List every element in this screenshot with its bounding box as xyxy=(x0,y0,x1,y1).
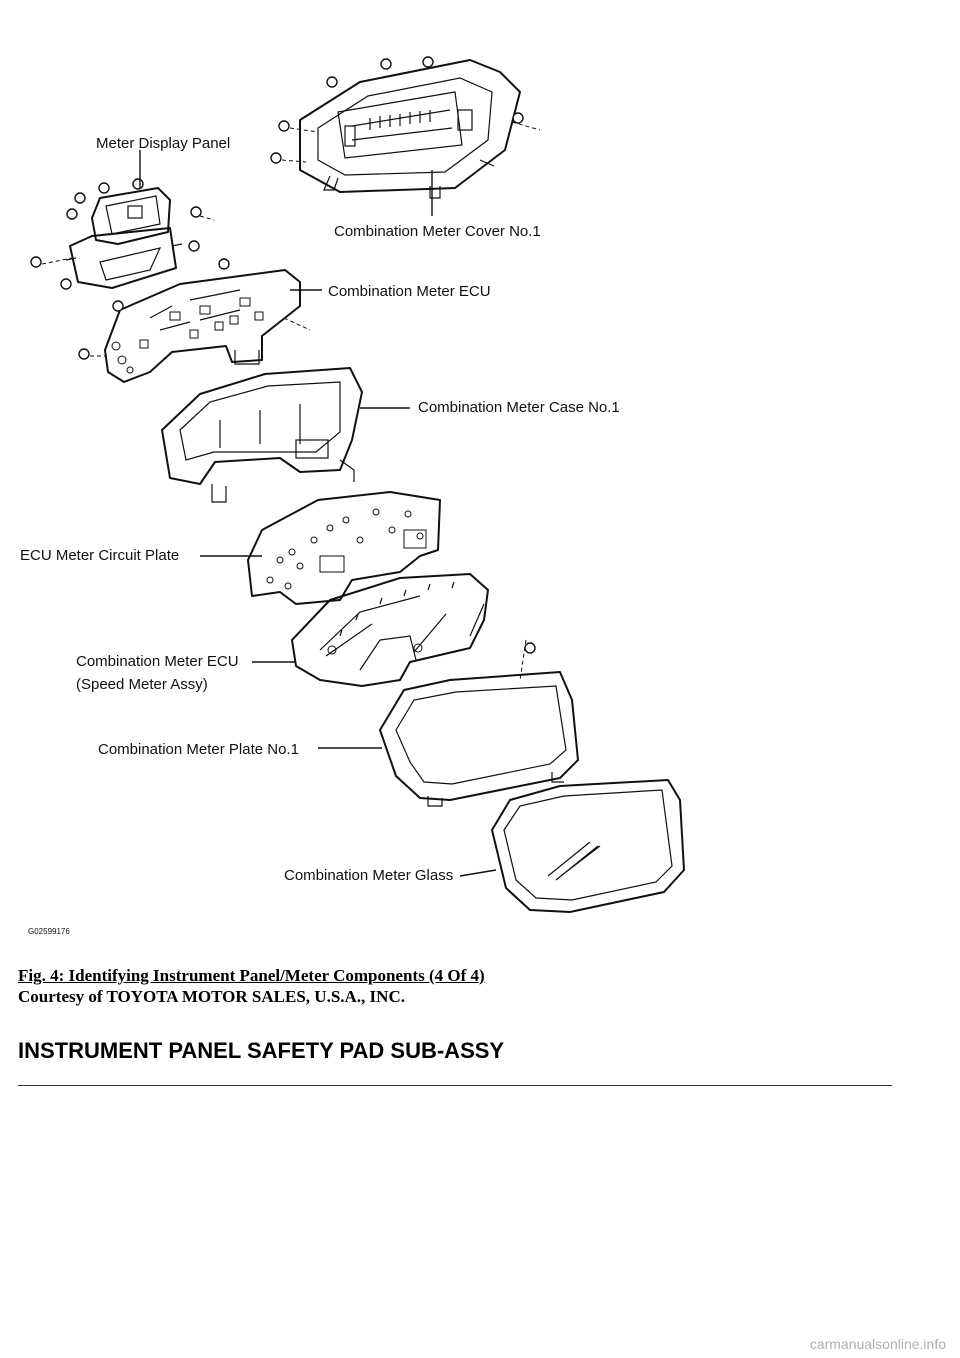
label-meter-display-panel: Meter Display Panel xyxy=(96,135,231,152)
figure-image-code: G02599176 xyxy=(28,927,70,936)
meter-case-drawing xyxy=(162,368,362,502)
meter-display-panel-drawing xyxy=(66,188,182,288)
section-heading: INSTRUMENT PANEL SAFETY PAD SUB-ASSY xyxy=(18,1038,505,1063)
label-meter-ecu: Combination Meter ECU xyxy=(328,283,491,300)
label-speed-meter-ecu: Combination Meter ECU xyxy=(76,653,239,670)
label-speed-meter-assy: (Speed Meter Assy) xyxy=(76,676,208,693)
label-meter-cover: Combination Meter Cover No.1 xyxy=(334,223,541,240)
meter-glass-drawing xyxy=(492,780,684,912)
leader-lines xyxy=(140,150,496,876)
circuit-plate-drawing xyxy=(248,492,440,604)
label-circuit-plate: ECU Meter Circuit Plate xyxy=(20,547,180,564)
courtesy-line: Courtesy of TOYOTA MOTOR SALES, U.S.A., INC. xyxy=(18,987,405,1006)
meter-ecu-board-drawing xyxy=(105,270,300,382)
label-meter-plate: Combination Meter Plate No.1 xyxy=(98,741,299,758)
speed-meter-drawing xyxy=(292,574,488,686)
horizontal-rule xyxy=(18,1085,892,1086)
watermark: carmanualsonline.info xyxy=(809,1336,946,1352)
label-meter-glass: Combination Meter Glass xyxy=(284,867,454,884)
label-meter-case: Combination Meter Case No.1 xyxy=(418,399,620,416)
meter-plate-drawing xyxy=(380,672,578,806)
figure-caption[interactable]: Fig. 4: Identifying Instrument Panel/Meter Components (4 Of 4) xyxy=(18,966,485,985)
